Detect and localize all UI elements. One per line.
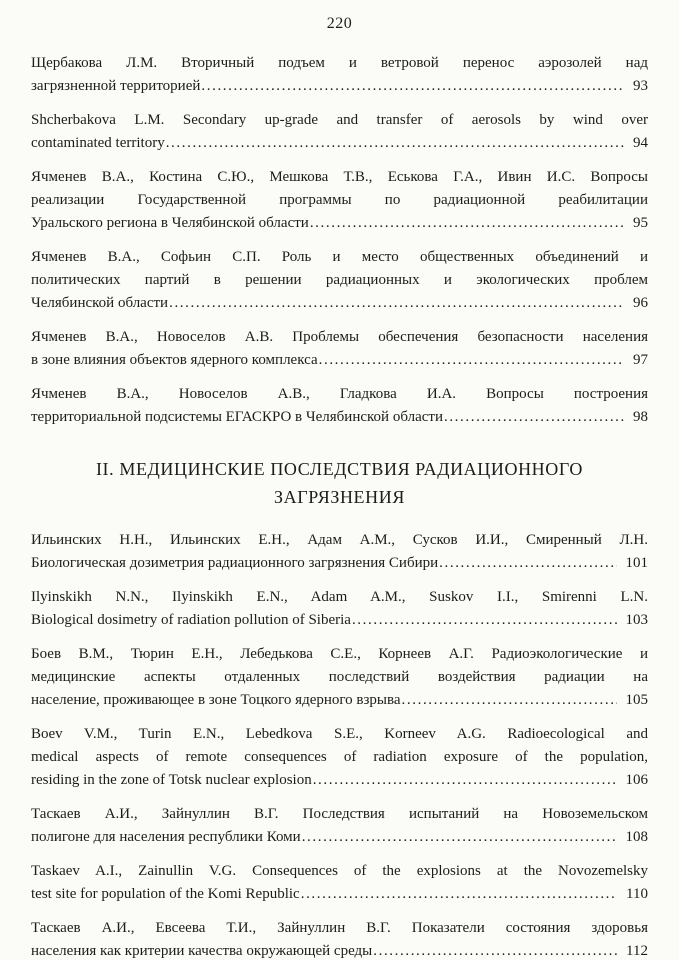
- entry-line: Ячменев В.А., Новоселов А.В. Проблемы обеспечения безопасности населения: [31, 329, 648, 345]
- entry-last-line-text: в зоне влияния объектов ядерного комплекса: [31, 352, 318, 368]
- entry-page-number: 103: [625, 612, 648, 628]
- entry-page-number: 106: [625, 772, 648, 788]
- entry-page-number: 98: [633, 409, 648, 425]
- entry-line: Ячменев В.А., Софьин С.П. Роль и место общественных объединений и: [31, 249, 648, 265]
- entry-last-line-text: территориальной подсистемы ЕГАСКРО в Челябинской области: [31, 409, 443, 425]
- entry-page-number: 94: [633, 135, 648, 151]
- entry-page-number: 101: [625, 555, 648, 571]
- toc-entry: [31, 586, 648, 632]
- dot-leader: [200, 75, 624, 98]
- dot-leader: [168, 292, 624, 315]
- entry-line: Таскаев А.И., Зайнуллин В.Г. Последствия испытаний на Новоземельском: [31, 806, 648, 822]
- entry-line: Boev V.M., Turin E.N., Lebedkova S.E., Korneev A.G. Radioecological and: [31, 726, 648, 742]
- dot-leader: [438, 552, 616, 575]
- toc-entry: [31, 326, 648, 372]
- entry-last-line: [31, 940, 648, 960]
- dot-leader: [309, 212, 624, 235]
- entry-last-line: [31, 75, 648, 98]
- entry-line: Shcherbakova L.M. Secondary up-grade and transfer of aerosols by wind over: [31, 112, 648, 128]
- entry-page-number: 110: [626, 886, 648, 902]
- toc-entry: [31, 723, 648, 792]
- entry-line: политических партий в решении радиационных и экологических проблем: [31, 272, 648, 288]
- dot-leader: [300, 883, 617, 906]
- entry-last-line: [31, 883, 648, 906]
- entry-last-line-text: Уральского региона в Челябинской области: [31, 215, 309, 231]
- dot-leader: [301, 826, 617, 849]
- entry-last-line-text: residing in the zone of Totsk nuclear explosion: [31, 772, 312, 788]
- dot-leader: [401, 689, 617, 712]
- entry-page-number: 108: [625, 829, 648, 845]
- toc-entry: [31, 529, 648, 575]
- entry-last-line-text: загрязненной территорией: [31, 78, 201, 94]
- entry-last-line-text: test site for population of the Komi Republic: [31, 886, 300, 902]
- toc-entry: [31, 860, 648, 906]
- entry-page-number: 96: [633, 295, 648, 311]
- toc-entry: [31, 383, 648, 429]
- toc: [31, 52, 648, 960]
- entry-line: medical aspects of remote consequences of radiation exposure of the population,: [31, 749, 648, 765]
- toc-entry: [31, 246, 648, 315]
- page-number: 220: [326, 15, 353, 32]
- entry-line: Таскаев А.И., Евсеева Т.И., Зайнуллин В.Г. Показатели состояния здоровья: [31, 920, 648, 936]
- entry-line: медицинские аспекты отдаленных последствий воздействия радиации на: [31, 669, 648, 685]
- entry-line: Ilyinskikh N.N., Ilyinskikh E.N., Adam A.M., Suskov I.I., Smirenni L.N.: [31, 589, 648, 605]
- entry-last-line-text: contaminated territory: [31, 135, 165, 151]
- entry-last-line-text: Biological dosimetry of radiation pollution of Siberia: [31, 612, 351, 628]
- entry-page-number: 95: [633, 215, 648, 231]
- entry-page-number: 93: [633, 78, 648, 94]
- entry-page-number: 105: [625, 692, 648, 708]
- toc-entry: [31, 803, 648, 849]
- entry-last-line: [31, 552, 648, 575]
- entry-line: Ячменев В.А., Новоселов А.В., Гладкова И.А. Вопросы построения: [31, 386, 648, 402]
- entry-last-line: [31, 826, 648, 849]
- entry-page-number: 112: [626, 943, 648, 959]
- entry-line: Боев В.М., Тюрин Е.Н., Лебедькова С.Е., Корнеев А.Г. Радиоэкологические и: [31, 646, 648, 662]
- toc-entry: [31, 643, 648, 712]
- entry-last-line: [31, 689, 648, 712]
- entry-line: Щербакова Л.М. Вторичный подъем и ветровой перенос аэрозолей над: [31, 55, 648, 71]
- entry-last-line: [31, 406, 648, 429]
- dot-leader: [372, 940, 617, 960]
- dot-leader: [443, 406, 624, 429]
- section-heading-line: ЗАГРЯЗНЕНИЯ: [274, 487, 405, 507]
- dot-leader: [312, 769, 617, 792]
- entry-last-line: [31, 769, 648, 792]
- dot-leader: [351, 609, 617, 632]
- entry-last-line: [31, 132, 648, 155]
- entry-line: реализации Государственной программы по радиационной реабилитации: [31, 192, 648, 208]
- toc-entry: [31, 52, 648, 98]
- entry-line: Ильинских Н.Н., Ильинских Е.Н., Адам А.М., Сусков И.И., Смиренный Л.Н.: [31, 532, 648, 548]
- dot-leader: [318, 349, 624, 372]
- toc-entry: [31, 166, 648, 235]
- dot-leader: [165, 132, 624, 155]
- section-heading-line: II. МЕДИЦИНСКИЕ ПОСЛЕДСТВИЯ РАДИАЦИОННОГО: [95, 459, 584, 479]
- entry-last-line-text: населения как критерии качества окружающей среды: [31, 943, 373, 959]
- entry-last-line-text: полигоне для населения республики Коми: [31, 829, 301, 845]
- entry-last-line: [31, 292, 648, 315]
- entry-last-line: [31, 609, 648, 632]
- entry-line: Taskaev A.I., Zainullin V.G. Consequences of the explosions at the Novozemelsky: [31, 863, 648, 879]
- section-heading: [31, 455, 648, 511]
- entry-last-line: [31, 212, 648, 235]
- entry-last-line: [31, 349, 648, 372]
- entry-line: Ячменев В.А., Костина С.Ю., Мешкова Т.В., Еськова Г.А., Ивин И.С. Вопросы: [31, 169, 648, 185]
- entry-page-number: 97: [633, 352, 648, 368]
- entry-last-line-text: Биологическая дозиметрия радиационного загрязнения Сибири: [31, 555, 439, 571]
- toc-entry: [31, 917, 648, 960]
- entry-last-line-text: население, проживающее в зоне Тоцкого ядерного взрыва: [31, 692, 401, 708]
- toc-entry: [31, 109, 648, 155]
- entry-last-line-text: Челябинской области: [31, 295, 169, 311]
